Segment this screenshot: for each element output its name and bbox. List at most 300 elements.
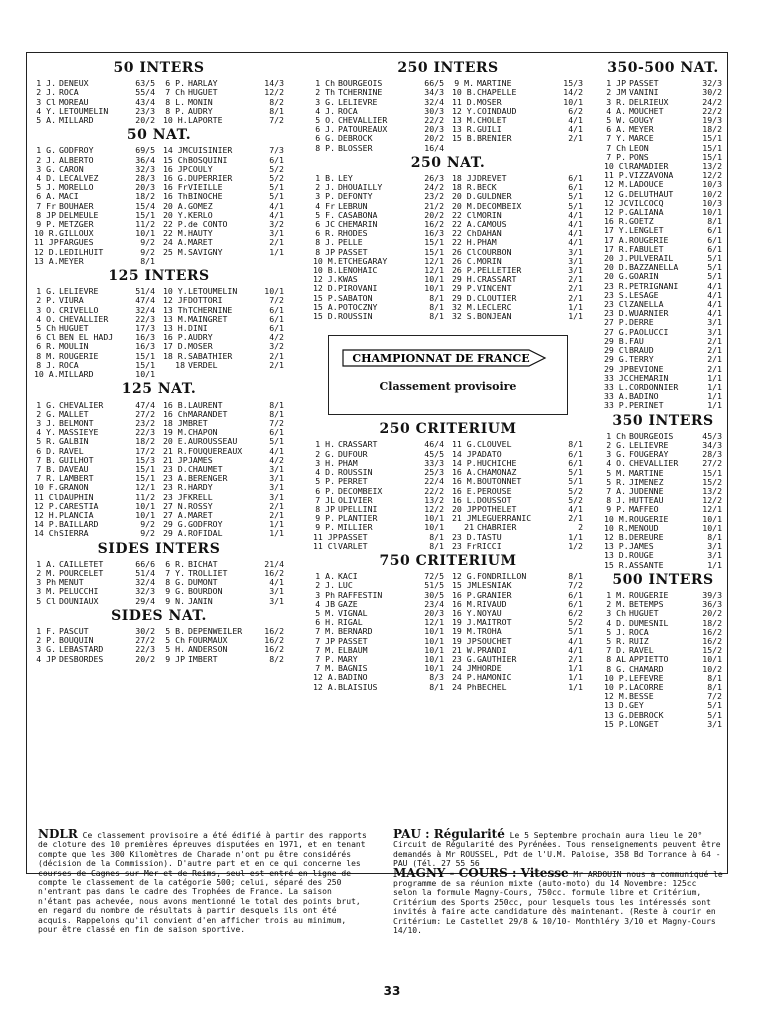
rider-name: BICHAT: [188, 559, 218, 569]
rider-name: MONIN: [188, 97, 213, 107]
rider-name: TCHERNINE: [188, 305, 233, 315]
pau-text: Le 5 Septembre prochain aura lieu le 20° Circuit de Régularité des Pyrénées. Tous renseignements peuvent être demandés à Mr ROUSSEL, Pdt de l'U.M. Paloise, 358 Bd Torrance à 64 - PAU (Tél. 27 55 56: [393, 831, 721, 869]
rider-name: DOUNIAUX: [59, 596, 99, 606]
rank: 4 O.: [36, 313, 56, 324]
points: 4/1: [269, 577, 284, 588]
points: 8/1: [707, 682, 722, 692]
points: 13/2: [424, 494, 444, 505]
points: 18/2: [702, 124, 722, 135]
rank: 6 R.: [315, 228, 335, 239]
rider-name: CAMOUS: [477, 220, 507, 230]
points: 12/1: [702, 504, 722, 515]
rank: 13 M.: [452, 115, 477, 126]
standing-row: [163, 597, 284, 606]
points: 2/1: [568, 274, 583, 285]
points: 4/1: [568, 237, 583, 248]
rank: 21: [464, 522, 474, 533]
points: 10/1: [424, 653, 444, 664]
rank: 13 P.: [604, 541, 629, 552]
rider-name: DECOMBEIX: [477, 201, 522, 211]
rank: 6 R.: [165, 558, 185, 569]
rider-name: LONGET: [629, 719, 659, 729]
standings-section: [34, 381, 284, 539]
points: 5/2: [269, 173, 284, 184]
rank: 6 JC: [315, 219, 335, 230]
points: 4/1: [568, 635, 583, 646]
points: 10/1: [424, 522, 444, 533]
rank: 26 C.: [452, 255, 477, 266]
rider-name: PATOUREAUX: [338, 125, 388, 135]
rider-name: UPELLINI: [338, 504, 378, 514]
points: 6/1: [269, 427, 284, 438]
points: 16/2: [702, 635, 722, 646]
rank: 2 Th: [315, 87, 335, 98]
rider-name: DUPERRIER: [188, 174, 233, 184]
points: 2: [578, 522, 583, 533]
rank: 13 G.: [604, 709, 629, 720]
rider-name: BAZZANELLA: [629, 263, 679, 273]
points: 10/1: [424, 635, 444, 646]
rider-name: BRET: [188, 418, 208, 428]
points: 7/2: [568, 580, 583, 591]
events-note: [393, 827, 725, 936]
points: 21/4: [264, 558, 284, 569]
rank: 3 G.: [36, 644, 56, 655]
points: 46/4: [424, 439, 444, 450]
rider-name: MOUCHET: [629, 106, 664, 116]
rider-name: BOUQUIN: [59, 636, 94, 646]
rider-name: GUILHOT: [59, 455, 94, 465]
points: 36/4: [135, 154, 155, 165]
points: 5/2: [269, 163, 284, 174]
points: 4/1: [568, 219, 583, 230]
points: 2/1: [568, 283, 583, 294]
points: 1/1: [269, 528, 284, 539]
rank: 1 JP: [606, 78, 626, 89]
rider-name: GRANON: [59, 483, 89, 493]
rider-name: DELMEULE: [59, 210, 99, 220]
points: 5/1: [269, 436, 284, 447]
points: 4/1: [707, 280, 722, 291]
rider-name: TROLLIET: [188, 568, 228, 578]
rider-name: HARLAY: [188, 79, 218, 89]
rank: 16 R.: [604, 216, 629, 227]
rider-name: TROHA: [477, 627, 502, 637]
points: 3/1: [707, 718, 722, 729]
rider-name: FOUGERAY: [629, 450, 669, 460]
rider-name: MILLARD: [59, 370, 94, 380]
rider-name: LENGLET: [629, 226, 664, 236]
rider-name: CORDONNIER: [629, 382, 679, 392]
rider-name: DHOUAILLY: [338, 183, 383, 193]
rank: 20 Y.: [163, 209, 188, 220]
standings-section: [604, 60, 722, 411]
rank: 3 O.: [36, 304, 56, 315]
points: 4/1: [568, 228, 583, 239]
standings-section: [34, 540, 284, 606]
rider-name: MOREAU: [59, 97, 89, 107]
rank: 20 JP: [452, 503, 477, 514]
points: 2/1: [568, 292, 583, 303]
rider-name: GALIANA: [629, 208, 664, 218]
rider-name: GALBIN: [59, 437, 89, 447]
points: 15/1: [702, 133, 722, 144]
rank: 12 JF: [163, 295, 188, 306]
rank: 4 D.: [36, 173, 56, 184]
points: 6/1: [568, 182, 583, 193]
points: 8/1: [269, 105, 284, 116]
rank: 2 G.: [36, 408, 56, 419]
points: 10/1: [702, 654, 722, 665]
standing-row: [34, 655, 155, 664]
points: 8/2: [269, 653, 284, 664]
rank: 7 B.: [36, 463, 56, 474]
rider-name: BOSQUINI: [188, 155, 228, 165]
rank: 6 D.: [36, 445, 56, 456]
rider-name: BOUTONNET: [477, 477, 522, 487]
points: 20/2: [424, 209, 444, 220]
rider-name: MORELLO: [59, 183, 94, 193]
points: 6/2: [568, 607, 583, 618]
rider-name: PEROUSE: [477, 486, 512, 496]
rank: 3 J.: [36, 417, 56, 428]
points: 8/1: [707, 531, 722, 542]
rank: 24 P.: [452, 672, 477, 683]
points: 2/1: [568, 653, 583, 664]
rider-name: de CONTO: [188, 220, 228, 230]
rider-name: GUILI: [477, 125, 502, 135]
rider-name: LEY: [338, 174, 353, 184]
rank: 1 J.: [36, 78, 56, 89]
rank: 3 Cl: [36, 96, 56, 107]
rank: 6 H.: [315, 617, 335, 628]
rider-name: MACI: [59, 192, 79, 202]
points: 12/2: [264, 87, 284, 98]
points: 10/2: [702, 663, 722, 674]
rider-name: ALBERTO: [59, 155, 94, 165]
rank: 11 D.: [452, 96, 477, 107]
rider-name: LELIEVRE: [338, 97, 378, 107]
points: 15/1: [424, 246, 444, 257]
rank: 14 P.: [34, 519, 59, 530]
rider-name: RAFFESTIN: [338, 590, 383, 600]
rider-name: TERRY: [629, 355, 654, 365]
points: 15/4: [135, 200, 155, 211]
points: 16/4: [424, 142, 444, 153]
rider-name: PULVERAIL: [629, 254, 674, 264]
points: 12/2: [702, 170, 722, 181]
points: 20/2: [424, 133, 444, 144]
rider-name: LACORRE: [629, 683, 664, 692]
rank: 7 M.: [315, 663, 335, 674]
rank: 32 M.: [452, 301, 477, 312]
points: 43/4: [135, 96, 155, 107]
points: 29/4: [135, 595, 155, 606]
points: 3/1: [707, 541, 722, 552]
rider-name: DENEUX: [59, 79, 89, 89]
points: 6/1: [269, 304, 284, 315]
rider-name: PERRET: [338, 477, 368, 487]
rank: 2 G.: [606, 439, 626, 450]
points: 15/1: [702, 151, 722, 162]
rider-name: FONDRILLON: [477, 572, 527, 582]
points: 5/1: [269, 191, 284, 202]
rider-name: RAVEL: [59, 446, 84, 456]
points: 5/2: [568, 494, 583, 505]
rank: 2 J.: [36, 87, 56, 98]
points: 8/1: [568, 439, 583, 450]
rank: 12 P.: [604, 207, 629, 218]
standing-row: [163, 529, 284, 538]
points: 5/1: [568, 476, 583, 487]
rider-name: DAVEAU: [59, 464, 89, 474]
points: 15/1: [424, 237, 444, 248]
rider-name: LETOUMELIN: [59, 106, 109, 116]
points: 33/3: [424, 457, 444, 468]
rank: 16 P.: [452, 589, 477, 600]
rank: 16 Ch: [163, 408, 188, 419]
rank: 8 JP: [315, 503, 335, 514]
rider-name: AUDRY: [188, 333, 213, 343]
rank: 11 JP: [313, 531, 338, 542]
rider-name: FARGUES: [59, 238, 94, 248]
points: 1/1: [707, 381, 722, 392]
rider-name: GODFROY: [188, 520, 223, 530]
standing-row: [604, 720, 722, 729]
points: 28/3: [135, 173, 155, 184]
points: 45/5: [424, 448, 444, 459]
points: 23/2: [135, 417, 155, 428]
section-title: 250 NAT.: [410, 154, 486, 171]
points: 10/1: [135, 500, 155, 511]
rider-name: VILCOCQ: [629, 198, 664, 208]
rank: 10 A.: [34, 369, 59, 380]
points: 10/1: [424, 513, 444, 524]
rank: 29 G.: [163, 519, 188, 530]
rider-name: CHABRIER: [477, 523, 517, 533]
rider-name: CHAUMET: [188, 464, 223, 474]
points: 15/1: [702, 142, 722, 153]
points: 6/1: [568, 457, 583, 468]
rank: 7 M.: [315, 626, 335, 637]
points: 5/1: [707, 271, 722, 282]
rank: 5 Ch: [165, 635, 185, 646]
rider-name: COINDAUD: [477, 106, 517, 116]
rider-name: BAILLARD: [59, 520, 99, 530]
rank: 17 R.: [604, 243, 629, 254]
rider-name: MEYER: [59, 256, 84, 266]
rider-name: PAOLUCCI: [629, 327, 669, 337]
rider-name: DINI: [188, 324, 208, 334]
rank: 8 P.: [315, 142, 335, 153]
points: 36/3: [702, 599, 722, 610]
rank: 1 B.: [315, 173, 335, 184]
rank: 27 N.: [163, 500, 188, 511]
points: 13/2: [702, 161, 722, 172]
points: 13/2: [702, 485, 722, 496]
rank: 3 G.: [36, 163, 56, 174]
standings-section: [313, 60, 583, 153]
rank: 4 J.: [315, 105, 335, 116]
points: 32/3: [135, 163, 155, 174]
rank: 9 P.: [606, 504, 626, 515]
rider-name: CHEVALLIER: [338, 116, 388, 126]
rank: 12 Y.: [452, 105, 477, 116]
points: 15/2: [702, 476, 722, 487]
rider-name: HAUTY: [188, 229, 213, 239]
rank: 12 JC: [604, 197, 629, 208]
points: 12/1: [424, 255, 444, 266]
rank: 15 Ch: [163, 154, 188, 165]
rider-name: GOETZ: [629, 217, 654, 227]
rider-name: LAPORTE: [188, 116, 223, 126]
rank: 10 P.: [604, 672, 629, 683]
rank: 7 P.: [606, 151, 626, 162]
rank: 7 Y.: [165, 567, 185, 578]
points: 15/1: [135, 463, 155, 474]
rank: 15 A.: [313, 301, 338, 312]
rank: 6 Cl: [36, 332, 56, 343]
rider-name: RIVAUD: [477, 599, 507, 609]
rank: 11 JP: [34, 237, 59, 248]
rank: 12 M.: [604, 691, 629, 702]
rank: 24 A.: [163, 237, 188, 248]
rider-name: LECLERC: [477, 302, 512, 312]
left-column: [34, 58, 284, 664]
rank: 15 P.: [313, 292, 338, 303]
rank: 16 B.: [163, 399, 188, 410]
rank: 10 R.: [604, 522, 629, 533]
rank: 23 D.: [604, 308, 629, 319]
rank: 21 JM: [452, 513, 477, 524]
rank: 16 P.: [163, 332, 188, 343]
points: 10/1: [702, 207, 722, 218]
points: 17/2: [135, 445, 155, 456]
rank: 8 G.: [165, 577, 185, 588]
points: 15/2: [702, 645, 722, 656]
rider-name: BONJEAN: [477, 312, 512, 322]
points: 15/1: [135, 473, 155, 484]
rank: 3 Ph: [36, 577, 56, 588]
rank: 8 JP: [315, 246, 335, 257]
rider-name: GEY: [629, 701, 644, 711]
rank: 16 E.: [452, 485, 477, 496]
points: 16/2: [264, 625, 284, 636]
flag-banner-icon: [339, 346, 549, 370]
rank: 25 M.: [163, 246, 188, 257]
section-title: SIDES INTERS: [97, 540, 221, 557]
rank: 3 M.: [36, 586, 56, 597]
rank: 12 H.: [34, 509, 59, 520]
points: 4/1: [568, 209, 583, 220]
rank: 18 JM: [163, 417, 188, 428]
rider-name: DEPENWEILER: [188, 626, 243, 636]
rank: 10 M.: [604, 513, 629, 524]
points: 9/2: [140, 246, 155, 257]
standing-row: [313, 542, 444, 551]
rank: 18 JJ: [452, 173, 477, 184]
points: 3/1: [269, 463, 284, 474]
rank: 2 G.: [315, 448, 335, 459]
rank: 17 D.: [163, 341, 188, 352]
rank: 7 Ch: [606, 142, 626, 153]
rider-name: POTOCZNY: [338, 302, 378, 312]
rank: 23 R.: [163, 482, 188, 493]
points: 2/1: [269, 500, 284, 511]
points: 2/1: [707, 345, 722, 356]
points: 21/2: [424, 200, 444, 211]
rank: 16 M.: [452, 598, 477, 609]
rank: 22 Cl: [452, 209, 477, 220]
rider-name: DREVET: [477, 174, 507, 184]
rider-name: LESNIAK: [477, 581, 512, 591]
rank: 5 F.: [315, 209, 335, 220]
rider-name: ZANELLA: [629, 300, 664, 310]
rider-name: CHAMONAZ: [477, 468, 517, 478]
rank: 17 Y.: [604, 225, 629, 236]
rider-name: MOSER: [477, 97, 502, 107]
rank: 6 P.: [165, 78, 185, 89]
rank: 5 W.: [606, 115, 626, 126]
rank: 23 A.: [163, 473, 188, 484]
rider-name: LUC: [338, 581, 353, 591]
rank: 1 A.: [315, 571, 335, 582]
points: 15/1: [135, 209, 155, 220]
points: 5/1: [269, 182, 284, 193]
points: 1/1: [568, 311, 583, 322]
rider-name: ANDERSON: [188, 645, 228, 655]
points: 8/2: [269, 96, 284, 107]
standing-row: [313, 312, 444, 321]
rank: 18 R.: [163, 350, 188, 361]
points: 4/1: [568, 644, 583, 655]
rider-name: MARET: [188, 510, 213, 520]
points: 3/1: [707, 550, 722, 561]
section-title: 750 CRITERIUM: [379, 552, 517, 569]
rider-name: VIEILLE: [188, 183, 223, 193]
rider-name: PONS: [629, 152, 649, 162]
rider-name: LECALVEZ: [59, 174, 99, 184]
section-title: 350 INTERS: [612, 412, 714, 429]
standings-section: [604, 571, 722, 729]
rank: 12 P.: [34, 500, 59, 511]
rider-name: GAZE: [338, 599, 358, 609]
rank: 26 P.: [452, 265, 477, 276]
rank: 9 P.: [315, 513, 335, 524]
rider-name: MENOUD: [629, 523, 659, 533]
points: 8/1: [269, 408, 284, 419]
points: 6/2: [568, 105, 583, 116]
rank: 10 P.: [604, 682, 629, 692]
rank: 29 JP: [604, 363, 629, 374]
rank: 11 G.: [452, 439, 477, 450]
points: 7/2: [269, 115, 284, 126]
rank: 2 M.: [36, 567, 56, 578]
rider-name: PERINET: [629, 401, 664, 411]
rider-name: ROUSSIN: [338, 468, 373, 478]
points: 10/1: [702, 513, 722, 524]
rider-name: DESBORDES: [59, 654, 104, 664]
rider-name: BEVIONE: [629, 364, 664, 374]
points: 11/2: [135, 491, 155, 502]
rank: 12 G.: [452, 571, 477, 582]
points: 8/1: [429, 681, 444, 692]
rider-name: SIERRA: [59, 529, 89, 539]
rider-name: VARLET: [338, 541, 368, 551]
rider-name: MARTINE: [477, 79, 512, 89]
points: 30/3: [424, 105, 444, 116]
rider-name: MARET: [188, 238, 213, 248]
